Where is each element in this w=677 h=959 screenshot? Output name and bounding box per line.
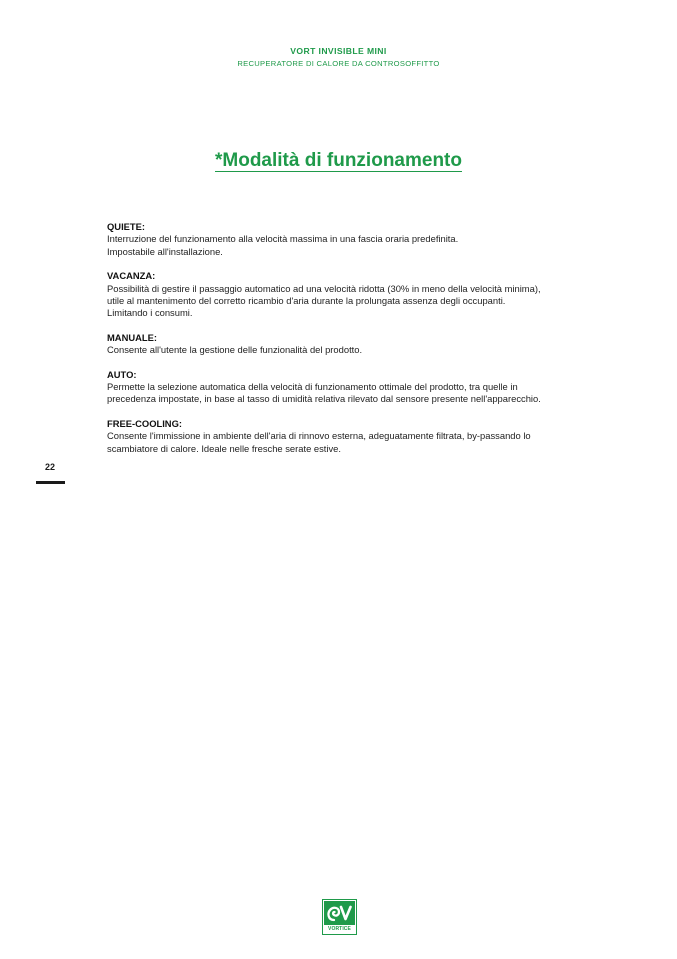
mode-desc-line: Consente l'immissione in ambiente dell'aria di rinnovo esterna, adeguatamente filtrata, by-passando lo (107, 430, 531, 442)
mode-vacanza (107, 270, 587, 320)
modes-list (107, 221, 587, 467)
mode-desc-line: Interruzione del funzionamento alla velocità massima in una fascia oraria predefinita. (107, 233, 459, 245)
vortice-logo (322, 899, 357, 935)
mode-desc-line: Possibilità di gestire il passaggio automatico ad una velocità ridotta (30% in meno della velocità minima), (107, 282, 541, 294)
page-number: 22 (44, 462, 55, 472)
mode-desc-line: Permette la selezione automatica della velocità di funzionamento ottimale del prodotto, tra quelle in (107, 381, 518, 393)
mode-name: MANUALE: (107, 331, 157, 343)
mode-quiete (107, 221, 587, 258)
mode-name: VACANZA: (107, 270, 156, 282)
page-header (0, 46, 677, 69)
mode-name: AUTO: (107, 368, 137, 380)
product-title: VORT INVISIBLE MINI (290, 46, 387, 56)
vortice-logo-text: VORTICE (328, 926, 351, 932)
mode-desc-line: precedenza impostate, in base al tasso di umidità relativa rilevato dal sensore presente nell'apparecchio. (107, 393, 541, 405)
mode-desc-line: utile al mantenimento del corretto ricambio d'aria durante la prolungata assenza degli occupanti. (107, 295, 506, 307)
mode-name: QUIETE: (107, 221, 146, 232)
mode-manuale (107, 332, 587, 357)
vortice-swirl-icon (324, 901, 355, 925)
section-title (0, 149, 677, 173)
mode-name: FREE-COOLING: (107, 417, 182, 429)
mode-desc-line: Consente all'utente la gestione delle funzionalità del prodotto. (107, 344, 363, 356)
vortice-logo-icon (324, 901, 355, 925)
mode-desc-line: Impostabile all'installazione. (107, 245, 223, 257)
mode-free-cooling (107, 418, 587, 455)
section-title-text: *Modalità di funzionamento (215, 150, 462, 171)
page-number-rule (36, 481, 65, 484)
mode-desc-line: scambiatore di calore. Ideale nelle fresche serate estive. (107, 442, 341, 454)
mode-auto (107, 369, 587, 406)
product-subtitle: RECUPERATORE DI CALORE DA CONTROSOFFITTO (237, 59, 440, 68)
mode-desc-line: Limitando i consumi. (107, 307, 193, 319)
